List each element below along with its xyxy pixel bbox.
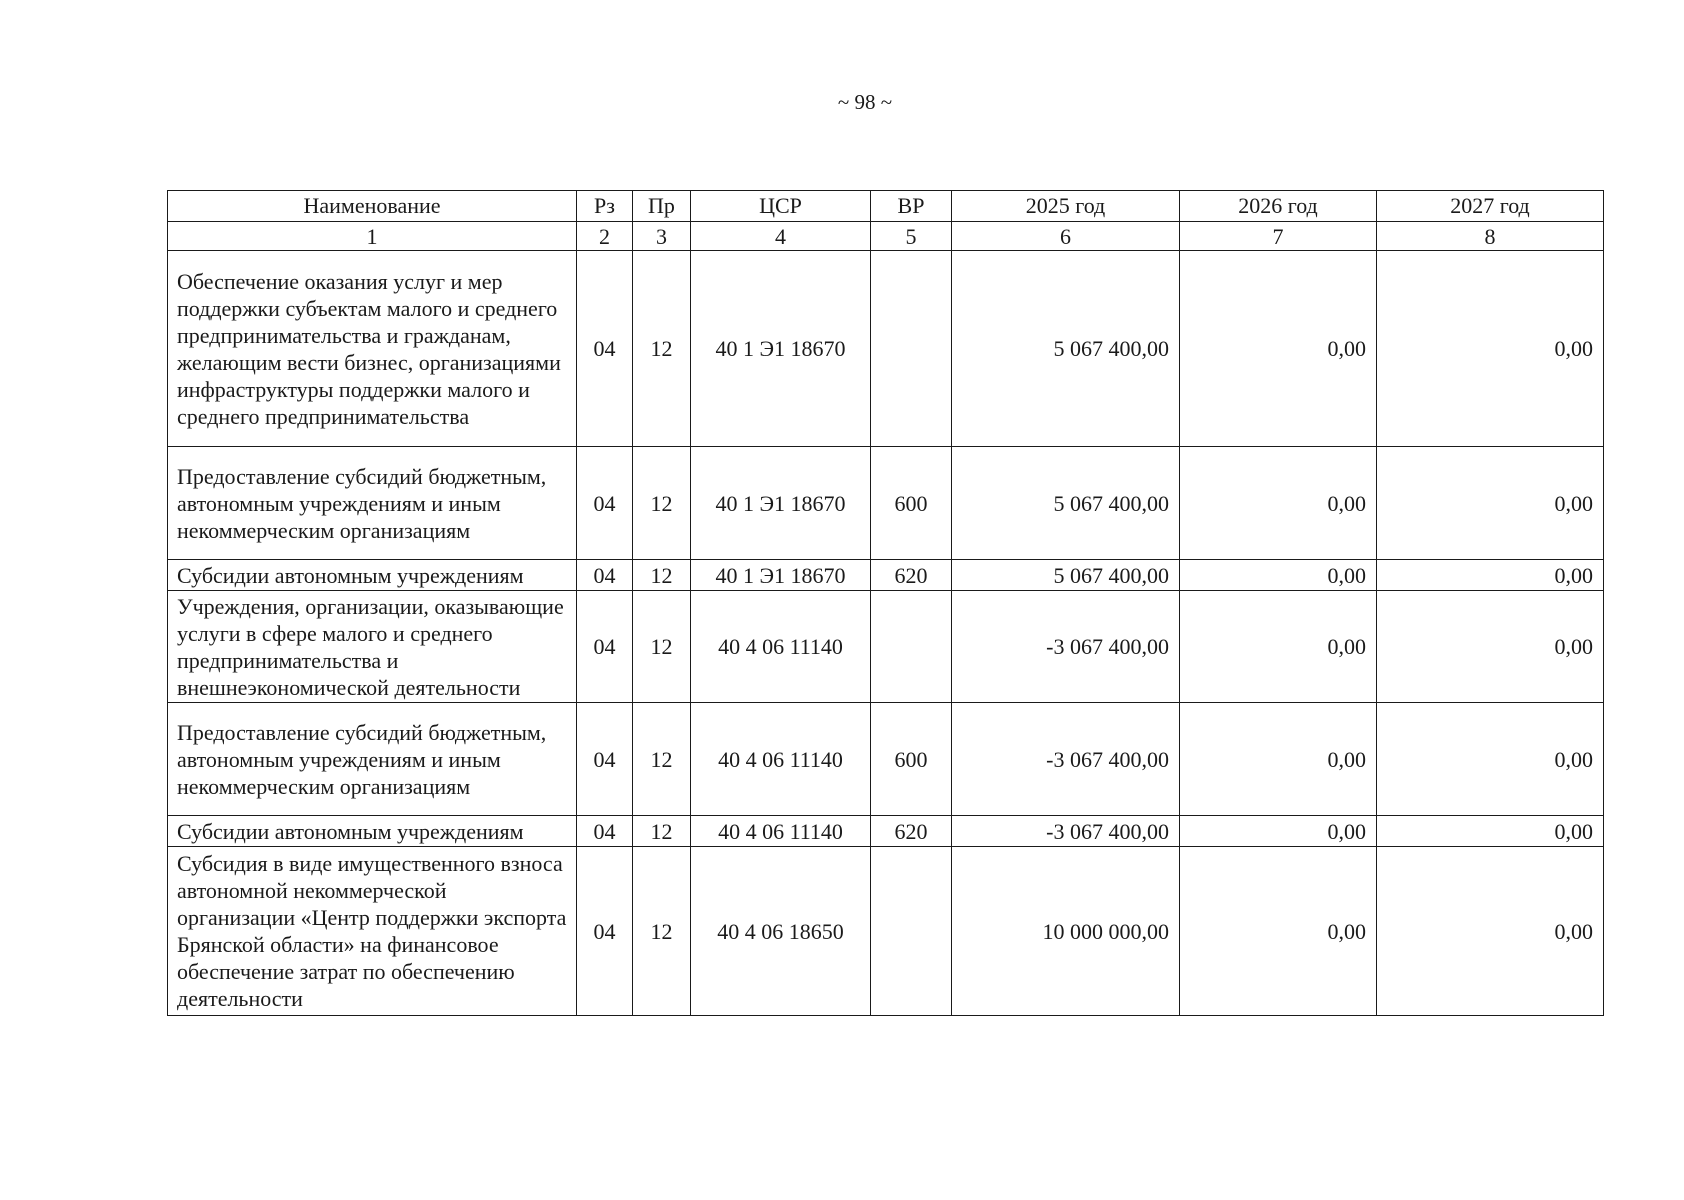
row-csr: 40 1 Э1 18670	[691, 560, 871, 591]
column-number: 1	[168, 222, 577, 251]
row-amount-2027: 0,00	[1377, 251, 1604, 447]
column-number: 4	[691, 222, 871, 251]
table-row	[168, 447, 1604, 560]
row-amount-2025: 5 067 400,00	[952, 251, 1180, 447]
row-csr: 40 4 06 11140	[691, 816, 871, 847]
table-row	[168, 591, 1604, 703]
row-name: Обеспечение оказания услуг и мер поддержки субъектам малого и среднего предпринимательства и гражданам, желающим вести бизнес, организациями инфраструктуры поддержки малого и среднего предпринимательства	[168, 251, 577, 447]
row-vr: 600	[871, 447, 952, 560]
header-name: Наименование	[168, 191, 577, 222]
row-csr: 40 4 06 18650	[691, 847, 871, 1016]
row-amount-2027: 0,00	[1377, 447, 1604, 560]
row-name: Субсидии автономным учреждениям	[168, 560, 577, 591]
row-name: Предоставление субсидий бюджетным, автономным учреждениям и иным некоммерческим организациям	[168, 703, 577, 816]
row-amount-2026: 0,00	[1180, 847, 1377, 1016]
row-csr: 40 4 06 11140	[691, 703, 871, 816]
row-amount-2025: 10 000 000,00	[952, 847, 1180, 1016]
header-2026: 2026 год	[1180, 191, 1377, 222]
column-number: 8	[1377, 222, 1604, 251]
header-row	[168, 191, 1604, 222]
column-number: 6	[952, 222, 1180, 251]
row-amount-2026: 0,00	[1180, 560, 1377, 591]
row-vr: 620	[871, 816, 952, 847]
row-amount-2025: 5 067 400,00	[952, 560, 1180, 591]
header-vr: ВР	[871, 191, 952, 222]
header-csr: ЦСР	[691, 191, 871, 222]
row-pr: 12	[633, 251, 691, 447]
row-csr: 40 4 06 11140	[691, 591, 871, 703]
row-rz: 04	[577, 816, 633, 847]
table-row	[168, 847, 1604, 1016]
table-row	[168, 560, 1604, 591]
row-name: Субсидии автономным учреждениям	[168, 816, 577, 847]
row-csr: 40 1 Э1 18670	[691, 447, 871, 560]
table-row	[168, 251, 1604, 447]
table-row	[168, 703, 1604, 816]
row-vr	[871, 591, 952, 703]
row-amount-2027: 0,00	[1377, 703, 1604, 816]
row-rz: 04	[577, 703, 633, 816]
column-number-row	[168, 222, 1604, 251]
column-number: 5	[871, 222, 952, 251]
row-rz: 04	[577, 560, 633, 591]
column-number: 7	[1180, 222, 1377, 251]
row-pr: 12	[633, 560, 691, 591]
row-amount-2025: -3 067 400,00	[952, 816, 1180, 847]
row-amount-2027: 0,00	[1377, 591, 1604, 703]
row-rz: 04	[577, 251, 633, 447]
row-pr: 12	[633, 447, 691, 560]
row-amount-2027: 0,00	[1377, 816, 1604, 847]
header-2025: 2025 год	[952, 191, 1180, 222]
row-rz: 04	[577, 591, 633, 703]
page-number: ~ 98 ~	[837, 90, 893, 114]
row-rz: 04	[577, 447, 633, 560]
row-amount-2025: 5 067 400,00	[952, 447, 1180, 560]
row-name: Учреждения, организации, оказывающие услуги в сфере малого и среднего предпринимательства и внешнеэкономической деятельности	[168, 591, 577, 703]
row-amount-2027: 0,00	[1377, 847, 1604, 1016]
budget-table	[167, 190, 1604, 1016]
table-row	[168, 816, 1604, 847]
column-number: 3	[633, 222, 691, 251]
row-amount-2025: -3 067 400,00	[952, 591, 1180, 703]
row-pr: 12	[633, 816, 691, 847]
row-amount-2026: 0,00	[1180, 591, 1377, 703]
row-amount-2025: -3 067 400,00	[952, 703, 1180, 816]
row-pr: 12	[633, 703, 691, 816]
row-name: Предоставление субсидий бюджетным, автономным учреждениям и иным некоммерческим организациям	[168, 447, 577, 560]
row-csr: 40 1 Э1 18670	[691, 251, 871, 447]
header-2027: 2027 год	[1377, 191, 1604, 222]
row-name: Субсидия в виде имущественного взноса автономной некоммерческой организации «Центр поддержки экспорта Брянской области» на финансовое обеспечение затрат по обеспечению деятельности	[168, 847, 577, 1016]
row-amount-2026: 0,00	[1180, 703, 1377, 816]
row-vr	[871, 251, 952, 447]
row-vr	[871, 847, 952, 1016]
row-amount-2026: 0,00	[1180, 816, 1377, 847]
row-vr: 620	[871, 560, 952, 591]
row-rz: 04	[577, 847, 633, 1016]
row-amount-2026: 0,00	[1180, 447, 1377, 560]
row-amount-2027: 0,00	[1377, 560, 1604, 591]
row-vr: 600	[871, 703, 952, 816]
header-rz: Рз	[577, 191, 633, 222]
row-pr: 12	[633, 847, 691, 1016]
column-number: 2	[577, 222, 633, 251]
row-amount-2026: 0,00	[1180, 251, 1377, 447]
row-pr: 12	[633, 591, 691, 703]
header-pr: Пр	[633, 191, 691, 222]
